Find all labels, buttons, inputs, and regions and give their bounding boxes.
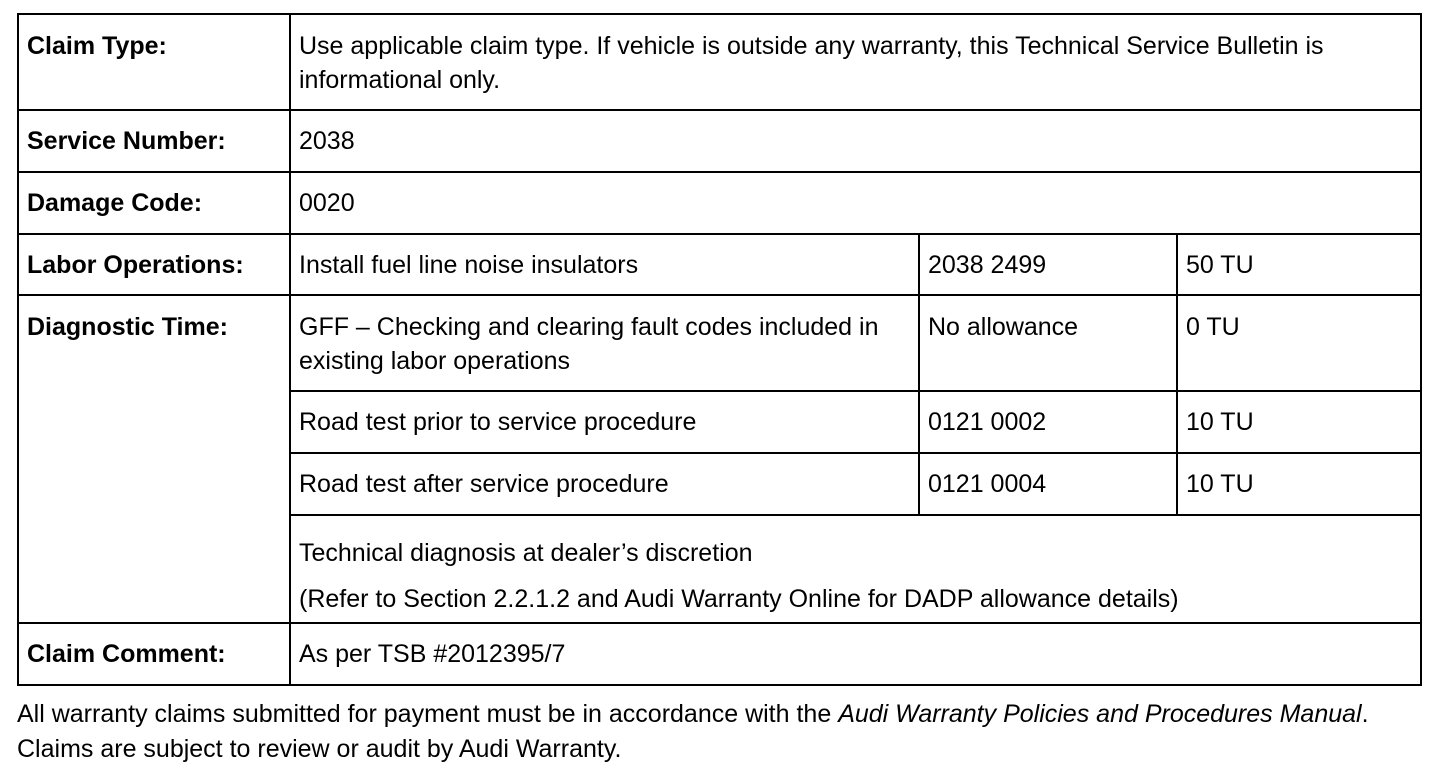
damage-code-row [18, 172, 1421, 234]
service-number-value: 2038 [290, 110, 1421, 172]
service-number-row [18, 110, 1421, 172]
labor-operation-description: Install fuel line noise insulators [290, 234, 919, 295]
warranty-claim-table [17, 13, 1422, 686]
diagnostic-time-label: Diagnostic Time: [18, 295, 290, 623]
claim-type-label: Claim Type: [18, 14, 290, 110]
diagnostic-note-reference: (Refer to Section 2.2.1.2 and Audi Warranty Online for DADP allowance details) [299, 585, 1179, 613]
labor-operations-label: Labor Operations: [18, 234, 290, 295]
claim-comment-row [18, 623, 1421, 685]
labor-operation-time: 50 TU [1177, 234, 1421, 295]
diagnostic-code: 0121 0002 [919, 391, 1177, 453]
manual-title: Audi Warranty Policies and Procedures Manual [838, 700, 1362, 728]
claim-comment-label: Claim Comment: [18, 623, 290, 685]
diagnostic-row [18, 295, 1421, 391]
diagnostic-time: 0 TU [1177, 295, 1421, 391]
labor-operation-code: 2038 2499 [919, 234, 1177, 295]
service-number-label: Service Number: [18, 110, 290, 172]
labor-operations-row [18, 234, 1421, 295]
diagnostic-note [290, 515, 1421, 623]
diagnostic-note-line: Technical diagnosis at dealer’s discretion [299, 539, 753, 567]
diagnostic-code: 0121 0004 [919, 453, 1177, 515]
diagnostic-time: 10 TU [1177, 391, 1421, 453]
diagnostic-description: Road test prior to service procedure [290, 391, 919, 453]
warranty-footer-note [17, 697, 1437, 767]
claim-type-value: Use applicable claim type. If vehicle is outside any warranty, this Technical Service Bulletin is informational only. [290, 14, 1421, 110]
diagnostic-description: Road test after service procedure [290, 453, 919, 515]
diagnostic-time: 10 TU [1177, 453, 1421, 515]
footer-text-after: . Claims are subject to review or audit by Audi Warranty. [17, 700, 1369, 763]
damage-code-label: Damage Code: [18, 172, 290, 234]
damage-code-value: 0020 [290, 172, 1421, 234]
diagnostic-description: GFF – Checking and clearing fault codes included in existing labor operations [290, 295, 919, 391]
claim-type-row [18, 14, 1421, 110]
claim-comment-value: As per TSB #2012395/7 [290, 623, 1421, 685]
diagnostic-code: No allowance [919, 295, 1177, 391]
footer-text-before: All warranty claims submitted for payment must be in accordance with the [17, 700, 839, 728]
